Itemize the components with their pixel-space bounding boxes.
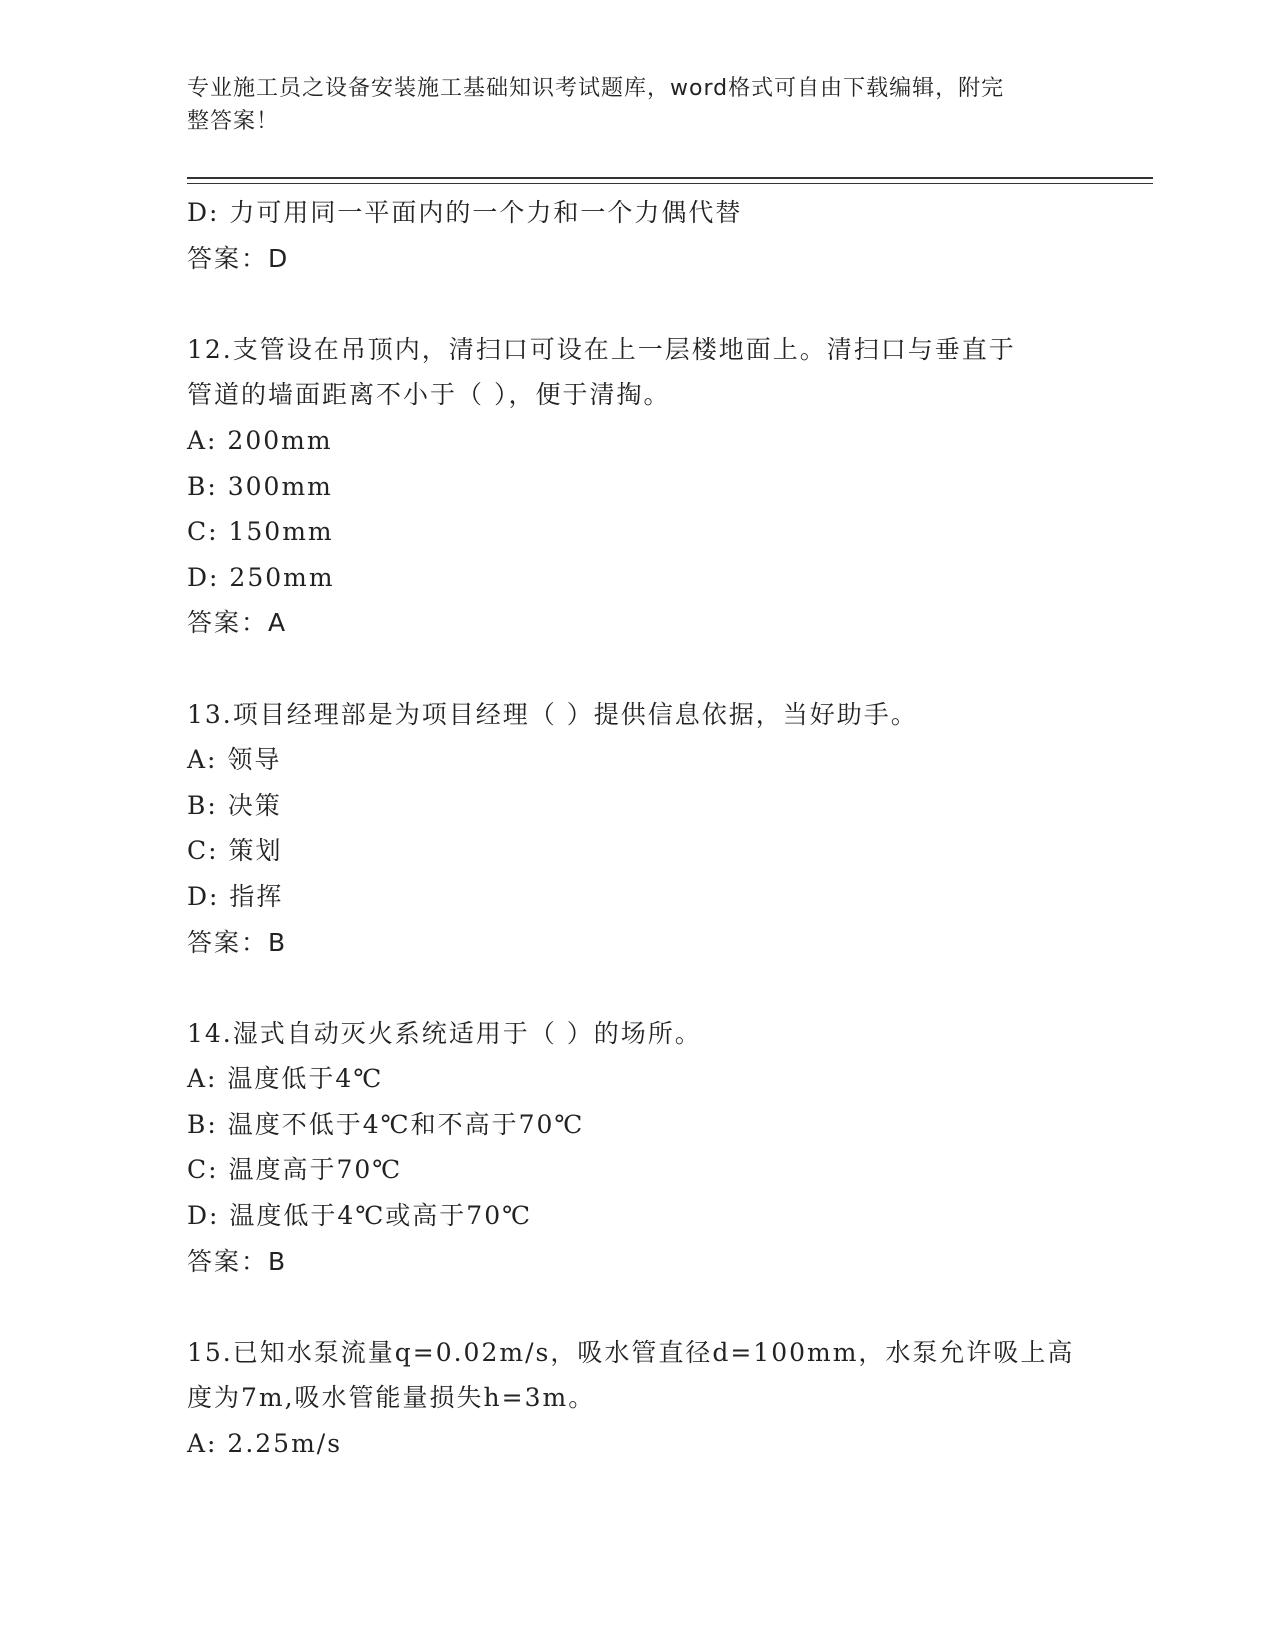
prev-option-d: D: 力可用同一平面内的一个力和一个力偶代替	[187, 198, 743, 227]
spacer	[187, 281, 1087, 327]
spacer	[187, 965, 1087, 1011]
q13-option-b: B: 决策	[187, 790, 282, 820]
q12-option-d: D: 250mm	[187, 562, 335, 592]
document-header	[187, 72, 1067, 138]
q13-stem-line-1: 13.项目经理部是为项目经理（ ）提供信息依据，当好助手。	[187, 699, 918, 729]
question-content	[187, 190, 1087, 1467]
question-12	[187, 327, 1087, 646]
question-14	[187, 1011, 1087, 1285]
q14-stem-line-1: 14.湿式自动灭火系统适用于（ ）的场所。	[187, 1018, 702, 1048]
q15-option-a: A: 2.25m/s	[187, 1429, 343, 1459]
header-rule-thin	[187, 183, 1153, 184]
q15-stem-line-2: 度为7m,吸水管能量损失h=3m。	[187, 1383, 596, 1413]
q14-answer: 答案：B	[187, 1246, 288, 1276]
header-line-2: 整答案！	[187, 109, 280, 134]
prev-answer: 答案：D	[187, 243, 290, 273]
spacer	[187, 646, 1087, 692]
q13-option-c: C: 策划	[187, 836, 283, 866]
q12-stem-line-2: 管道的墙面距离不小于（ ），便于清掏。	[187, 380, 671, 410]
q13-option-d: D: 指挥	[187, 881, 284, 911]
q14-option-b: B: 温度不低于4℃和不高于70℃	[187, 1109, 585, 1139]
q14-option-a: A: 温度低于4℃	[187, 1064, 384, 1094]
question-13	[187, 692, 1087, 966]
spacer	[187, 1284, 1087, 1330]
q12-option-b: B: 300mm	[187, 471, 333, 501]
header-line-1: 专业施工员之设备安装施工基础知识考试题库，word格式可自由下载编辑，附完	[187, 76, 1005, 101]
q14-option-c: C: 温度高于70℃	[187, 1155, 403, 1185]
q12-option-c: C: 150mm	[187, 517, 334, 547]
q13-answer: 答案：B	[187, 927, 288, 957]
q12-answer: 答案：A	[187, 608, 288, 638]
q12-option-a: A: 200mm	[187, 425, 333, 455]
q14-option-d: D: 温度低于4℃或高于70℃	[187, 1201, 533, 1231]
header-rule-thick	[187, 177, 1153, 179]
q13-option-a: A: 领导	[187, 745, 282, 775]
q12-stem-line-1: 12.支管设在吊顶内，清扫口可设在上一层楼地面上。清扫口与垂直于	[187, 334, 1016, 364]
q15-stem-line-1: 15.已知水泵流量q=0.02m/s，吸水管直径d=100mm，水泵允许吸上高	[187, 1337, 1075, 1367]
question-15	[187, 1330, 1087, 1467]
